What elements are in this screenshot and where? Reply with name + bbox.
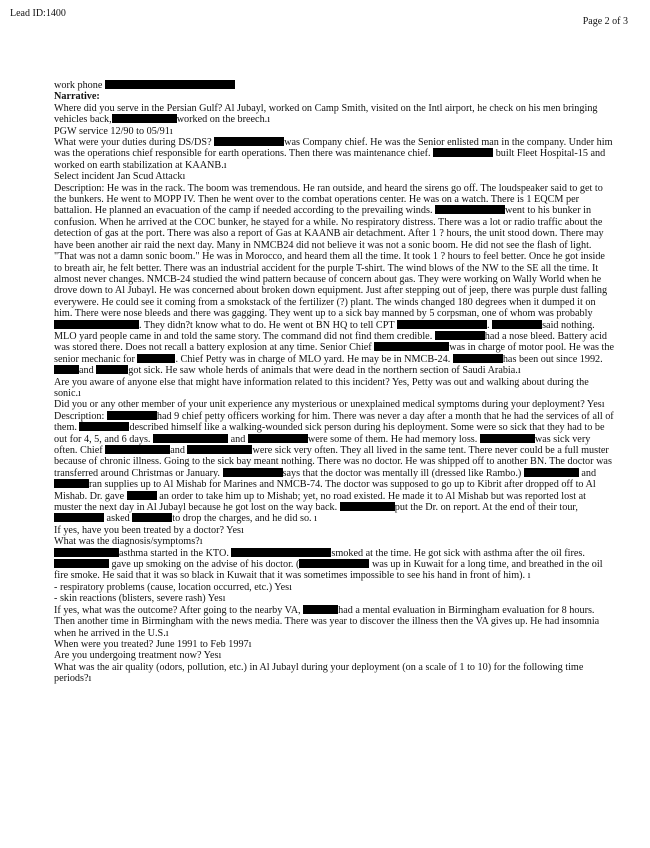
diagnosis-detail: asthma started in the KTO. smoked at the time. He got sick with asthma after the oil fires. gave up smoking on the advise of his doctor. ( was up in Kuwait for a long time, and breathed in the oil fire smoke. He said that it was so black in Kuwait that it was sometimes impossible to see his hand in front of him). ı [54, 547, 603, 582]
q-outcome: If yes, what was the outcome? After going to the nearby VA, had a mental evaluation in Birmingham evaluation for 8 hours. Then another time in Birmingham with the news media. There was year to discover the illness then the VA gives up. He had insomnia when he arrived in the U.S.ı [54, 604, 600, 639]
q-diagnosis: What was the diagnosis/symptoms?ı [54, 536, 203, 548]
redaction [79, 422, 129, 431]
redaction [54, 479, 89, 488]
redaction [435, 331, 485, 340]
work-phone-label: work phone [54, 80, 103, 91]
redaction [137, 354, 175, 363]
redaction [299, 559, 369, 568]
q-others-info: Are you aware of anyone else that might have information related to this incident? Yes, Petty was out and walking about during the sonic.ı [54, 376, 589, 399]
redaction [153, 434, 228, 443]
lead-id: Lead ID:1400 [10, 8, 66, 19]
redaction [435, 205, 505, 214]
redaction [340, 502, 395, 511]
redaction [453, 354, 503, 363]
select-incident: Select incident Jan Scud Attackı [54, 171, 186, 183]
redaction [132, 513, 172, 522]
redaction [214, 137, 284, 146]
q-air-quality: What was the air quality (odors, pollution, etc.) in Al Jubayl during your deployment (on a scale of 1 to 10) for the following time periods?ı [54, 661, 584, 685]
q-current-treatment: Are you undergoing treatment now? Yesı [54, 650, 222, 662]
incident-description: Description: He was in the rack. The boom was tremendous. He ran outside, and heard the sirens go off. The loudspeaker said to get to the bunkers. He went to MOPP IV. Then he went over to the combat operations center. He was on a watch. There is 1 EQCM per battalion. He planned an evacuation of the camp if needed according to the prevailing winds. went to his bunker in confusion. When he arrived at the COC bunker, he stayed for a while. No respiratory distress. There was a lot or radio traffic about the detection of gas at the port. There was also a report of Gas at KAANB air detachment. After 1 ? hours, the unit stood down. There may have been another air raid the next day. Many in NMCB24 did not believe it was not a sonic boom. He did not see the flash of light. "That was not a damn sonic boom." He was in Morocco, and heard them all the time. It took 1 ? hours to feel better. Once he got inside to breath air, he felt better. There was an industrial accident for the purple T-shirt. The wind blows of the NW to the SE all the time. It almost never changes. NMCB-24 studied the wind pattern because of concern about gas. They were working on Wally World when he drove down to Al Jubayl. He was concerned about broken down equipment. Just after stepping out of jeep, there was purple dust falling everywere. He could see it coming from a smokstack of the fertilizer (?) plant. The winds changed 180 degrees when it dumped it on him. There were nose bleeds and there was gagging. They went up to a sick bay manned by 5 corpsman, one of whom was probably . They didn?t know what to do. He went ot BN HQ to tell CPT . said nothing. MLO yard people came in and told the same story. The command did not find them credible. had a nose bleed. Battery acid was stored there. Does not recall a battery explosion at any time. Senior Chief was in charge of motor pool. He was the senior mechanic for . Chief Petty was in charge of MLO yard. He may be in NMCB-24. has been out since 1992. and got sick. He saw whole herds of animals that were dead in the northern section of Saudi Arabia.ı [54, 182, 615, 377]
redaction [54, 320, 139, 329]
symptom-respiratory: - respiratory problems (cause, location occurred, etc.) Yesı [54, 581, 292, 593]
q-treated: If yes, have you been treated by a doctor? Yesı [54, 524, 244, 536]
redaction [107, 411, 157, 420]
redaction [492, 320, 542, 329]
q-service-location: Where did you serve in the Persian Gulf? Al Jubayl, worked on Camp Smith, visited on the Intl airport, he check on his men bringing vehicles back, worked on the breech.ı [54, 102, 598, 126]
redaction [54, 548, 119, 557]
redaction [96, 365, 128, 374]
symptoms-description: Description: had 9 chief petty officers working for him. There was never a day after a month that he had the services of all of them. described himself like a walking-wounded sick person during his deployment. Some were so sick that they had to be out for 4, 5, and 6 days. and were some of them. He had memory loss. was sick very often. Chief and were sick very often. They all lived in the same tent. There never could be a full muster because of chronic illness. Going to the sick bay meant nothing. There was no doctor. He was shipped off to another BN. The doctor was transferred around Christmas or January. says that the doctor was mentally ill (dressed like Rambo.) and ran supplies up to Al Mishab for Marines and NMCB-74. The doctor was supposed to go up to Kibrit after dropped off to Al Mishab. Dr. gave an order to take him up to Mishab; yet, no road existed. He made it to Al Mishab but was reported lost at muster the next day in Al Jubayl because he got lost on the way back. put the Dr. on report. At the end of their tour, asked to drop the charges, and he did so. ı [54, 410, 614, 525]
q-when-treated: When were you treated? June 1991 to Feb 1997ı [54, 638, 252, 650]
redaction [105, 445, 170, 454]
symptom-skin: - skin reactions (blisters, severe rash) Yesı [54, 593, 226, 605]
redaction [223, 468, 283, 477]
redaction [248, 434, 308, 443]
redaction [112, 114, 177, 123]
work-phone-line [54, 80, 614, 91]
q-unexplained-symptoms: Did you or any other member of your unit experience any mysterious or unexplained medical symptoms during your deployment? Yesı [54, 399, 605, 411]
redaction [303, 605, 338, 614]
redaction [54, 365, 79, 374]
pgw-service: PGW service 12/90 to 05/91ı [54, 125, 173, 137]
redaction [524, 468, 579, 477]
redaction [480, 434, 535, 443]
redaction [54, 559, 109, 568]
redaction [397, 320, 487, 329]
q-duties: What were your duties during DS/DS? was Company chief. He was the Senior enlisted man in the company. Under him was the operations chief responsible for earth operations. Then there was maintenance chief. built Fleet Hospital-15 and worked on earth stabilization at KAANB.ı [54, 137, 613, 171]
document-body [54, 80, 614, 685]
redaction [433, 148, 493, 157]
redaction [105, 80, 235, 89]
redaction [127, 491, 157, 500]
redaction [231, 548, 331, 557]
redaction [187, 445, 252, 454]
page-number: Page 2 of 3 [582, 16, 628, 27]
narrative-heading: Narrative: [54, 91, 100, 103]
redaction [54, 513, 104, 522]
redaction [374, 342, 449, 351]
